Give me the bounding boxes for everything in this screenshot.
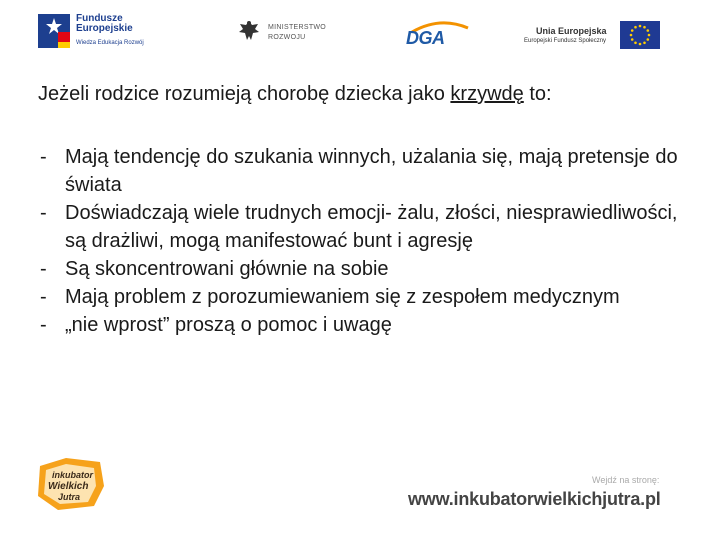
unia-subtitle: Europejski Fundusz Społeczny bbox=[524, 38, 607, 44]
title-underlined-word: krzywdę bbox=[450, 83, 524, 105]
list-item-text: Mają problem z porozumiewaniem się z zespołem medycznym bbox=[65, 286, 620, 308]
list-item bbox=[38, 255, 688, 283]
title-text: Jeżeli rodzice rozumieją chorobę dziecka jako bbox=[38, 83, 451, 105]
logo-bar bbox=[0, 0, 720, 62]
list-item-text: Doświadczają wiele trudnych emocji- żalu, złości, niesprawiedliwości, są drażliwi, mogą manifestować bunt i agresję bbox=[65, 202, 678, 252]
list-item bbox=[38, 283, 688, 311]
title-suffix: to: bbox=[523, 83, 552, 105]
bullet-dash: - bbox=[40, 258, 47, 280]
fundusze-flag-icon bbox=[38, 14, 70, 48]
list-item-text: Są skoncentrowani głównie na sobie bbox=[65, 258, 389, 280]
ministerstwo-rozwoju-logo bbox=[236, 12, 336, 52]
fundusze-title: Fundusze Europejskie bbox=[76, 13, 133, 34]
logo-word-3: Jutra bbox=[58, 492, 81, 502]
fundusze-subtitle: Wiedza Edukacja Rozwój bbox=[76, 40, 144, 46]
fundusze-europejskie-logo bbox=[38, 12, 168, 52]
dga-logo bbox=[400, 12, 480, 52]
bullet-dash: - bbox=[40, 314, 47, 336]
bullet-dash: - bbox=[40, 286, 47, 308]
bullet-dash: - bbox=[40, 146, 47, 168]
ministerstwo-line1: MINISTERSTWO bbox=[268, 24, 327, 31]
dga-wordmark: DGA bbox=[406, 28, 445, 48]
list-item bbox=[38, 311, 688, 339]
inkubator-logo bbox=[36, 456, 108, 512]
eagle-icon bbox=[236, 18, 262, 44]
unia-title: Unia Europejska bbox=[536, 26, 607, 36]
logo-word-2: Wielkich bbox=[48, 481, 89, 492]
list-item bbox=[38, 143, 688, 199]
page-title bbox=[38, 80, 552, 108]
unia-europejska-logo bbox=[524, 12, 664, 52]
eu-flag-icon bbox=[620, 21, 660, 49]
website-link[interactable]: www.inkubatorwielkichjutra.pl bbox=[408, 489, 661, 509]
visit-label: Wejdź na stronę: bbox=[592, 475, 660, 485]
list-item-text: „nie wprost” proszą o pomoc i uwagę bbox=[65, 314, 392, 336]
bullet-dash: - bbox=[40, 202, 47, 224]
list-item bbox=[38, 199, 688, 255]
bullet-list bbox=[38, 143, 688, 339]
list-item-text: Mają tendencję do szukania winnych, użalania się, mają pretensje do świata bbox=[65, 146, 678, 196]
logo-word-1: inkubator bbox=[52, 470, 94, 480]
ministerstwo-line2: ROZWOJU bbox=[268, 34, 306, 41]
